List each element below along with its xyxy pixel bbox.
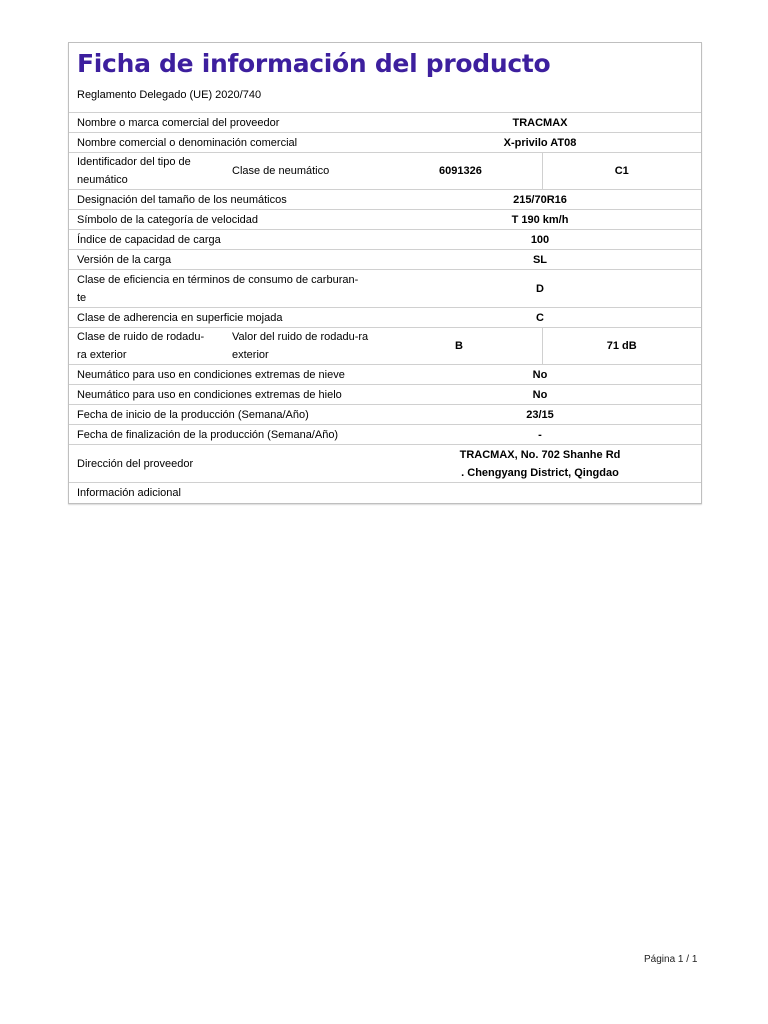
row-value: SL	[379, 250, 701, 270]
table-row	[69, 270, 701, 308]
table-row	[69, 190, 701, 210]
table-row	[69, 483, 701, 503]
table-row	[69, 250, 701, 270]
row-label: Neumático para uso en condiciones extremas de nieve	[69, 365, 379, 385]
row-subvalue: C1	[542, 153, 701, 190]
row-label: Clase de adherencia en superficie mojada	[69, 308, 379, 328]
table-row	[69, 405, 701, 425]
row-value: 6091326	[379, 153, 542, 190]
row-value: No	[379, 385, 701, 405]
row-label: Identificador del tipo de neumático	[69, 153, 226, 190]
page-number: Página 1 / 1	[644, 954, 698, 965]
row-value	[379, 483, 701, 503]
row-label: Versión de la carga	[69, 250, 379, 270]
row-value	[379, 445, 701, 483]
row-value: X-privilo AT08	[379, 133, 701, 153]
row-value: 215/70R16	[379, 190, 701, 210]
row-label: Nombre comercial o denominación comercial	[69, 133, 379, 153]
row-subvalue: 71 dB	[542, 328, 701, 365]
product-info-sheet	[68, 42, 702, 504]
row-label: Índice de capacidad de carga	[69, 230, 379, 250]
row-label: Clase de eficiencia en términos de consumo de carburan-te	[69, 270, 379, 308]
table-row	[69, 153, 701, 190]
table-row	[69, 385, 701, 405]
table-row	[69, 230, 701, 250]
row-label: Fecha de inicio de la producción (Semana/Año)	[69, 405, 379, 425]
row-label: Fecha de finalización de la producción (Semana/Año)	[69, 425, 379, 445]
row-label: Neumático para uso en condiciones extremas de hielo	[69, 385, 379, 405]
row-label: Designación del tamaño de los neumáticos	[69, 190, 379, 210]
row-sublabel: Valor del ruido de rodadu-ra exterior	[226, 328, 379, 365]
row-value: -	[379, 425, 701, 445]
row-value: No	[379, 365, 701, 385]
table-row	[69, 308, 701, 328]
row-label: Nombre o marca comercial del proveedor	[69, 113, 379, 133]
table-row	[69, 133, 701, 153]
address-line-1: TRACMAX, No. 702 Shanhe Rd	[459, 448, 621, 461]
row-label: Símbolo de la categoría de velocidad	[69, 210, 379, 230]
row-value: TRACMAX	[379, 113, 701, 133]
table-row	[69, 445, 701, 483]
table-row	[69, 210, 701, 230]
table-row	[69, 328, 701, 365]
product-info-table	[69, 112, 701, 503]
row-value: C	[379, 308, 701, 328]
row-value: D	[379, 270, 701, 308]
row-label: Dirección del proveedor	[69, 445, 379, 483]
row-label: Clase de ruido de rodadu-ra exterior	[69, 328, 226, 365]
regulation-subtitle: Reglamento Delegado (UE) 2020/740	[77, 89, 262, 101]
table-row	[69, 365, 701, 385]
row-sublabel: Clase de neumático	[226, 153, 379, 190]
table-row	[69, 113, 701, 133]
page-title: Ficha de información del producto	[77, 49, 551, 78]
row-value: B	[379, 328, 542, 365]
address-line-2: . Chengyang District, Qingdao	[461, 466, 619, 479]
table-row	[69, 425, 701, 445]
row-value: T 190 km/h	[379, 210, 701, 230]
row-label: Información adicional	[69, 483, 379, 503]
row-value: 23/15	[379, 405, 701, 425]
row-value: 100	[379, 230, 701, 250]
